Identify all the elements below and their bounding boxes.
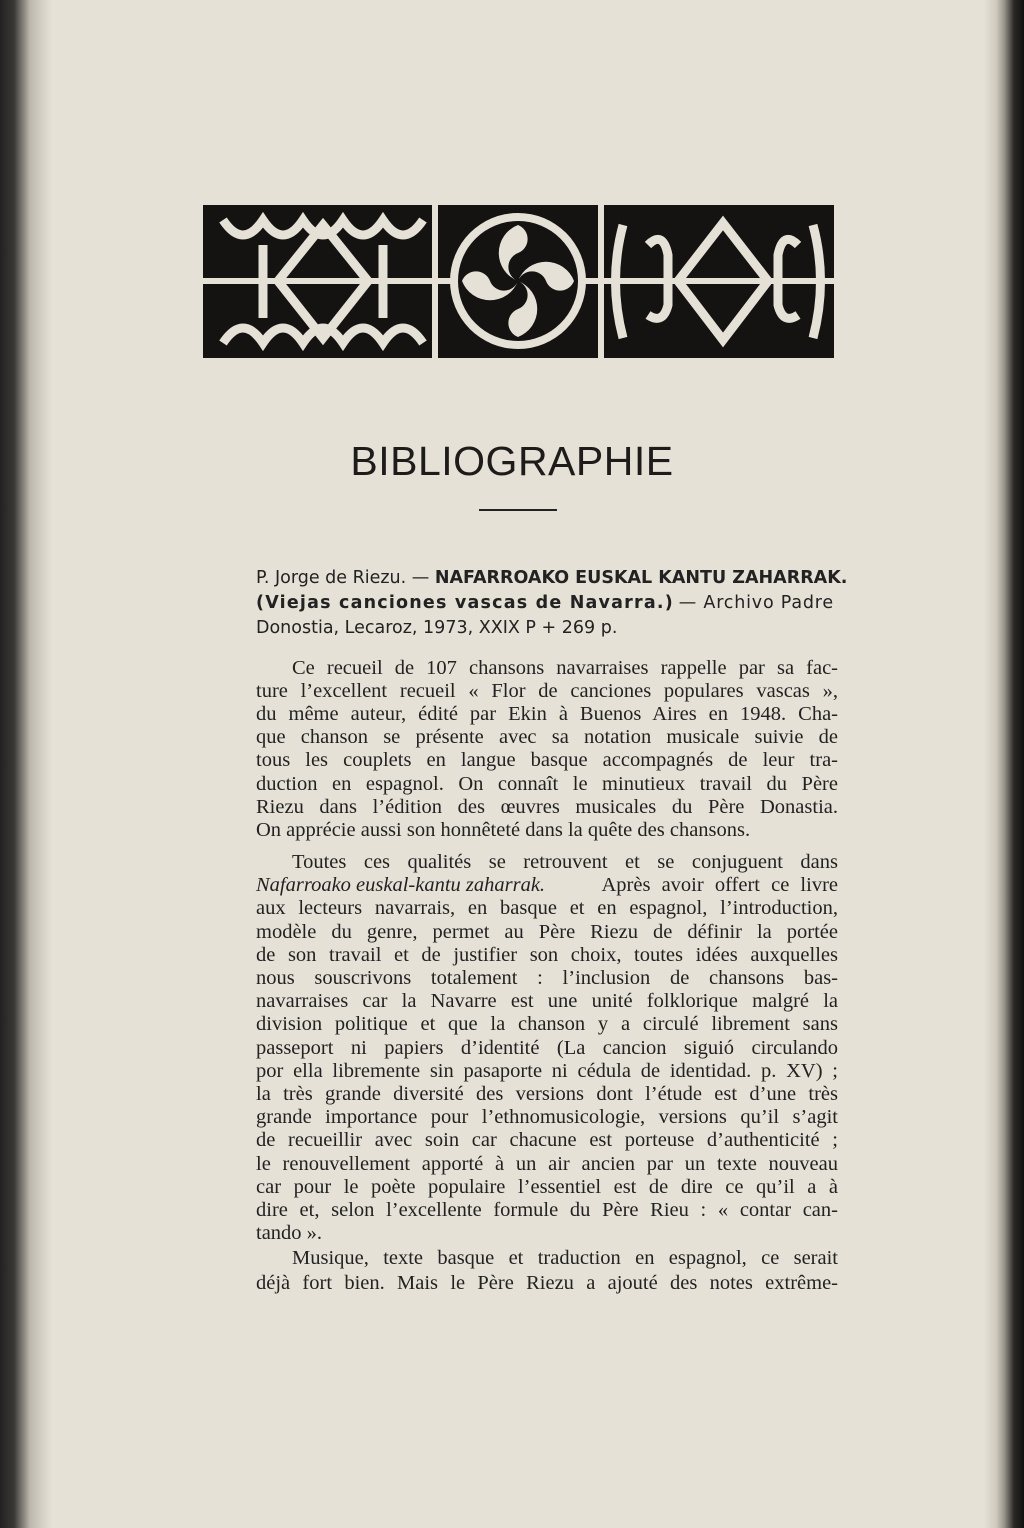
body-line-text: Après avoir offert ce livre — [601, 874, 838, 897]
body-line: Musique, texte basque et traduction en espagnol, ce serait — [292, 1247, 838, 1269]
left-page-spine — [0, 0, 52, 1528]
body-line: Riezu dans l’édition des œuvres musicales du Père Donastia. — [256, 795, 838, 818]
body-line: le renouvellement apporté à un air ancien par un texte nouveau — [256, 1152, 838, 1175]
citation-author: P. Jorge de Riezu. — — [256, 568, 430, 588]
body-line: modèle du genre, permet au Père Riezu de définir la portée — [256, 920, 838, 943]
italic-book-title: Nafarroako euskal-kantu zaharrak. — [256, 874, 546, 897]
body-line: division politique et que la chanson y a circulé librement sans — [256, 1013, 838, 1036]
citation-publisher: — Archivo Padre — [678, 593, 834, 613]
body-line: de son travail et de justifier son choix, toutes idées auxquelles — [256, 943, 838, 966]
title-divider — [479, 509, 557, 511]
body-line: Ce recueil de 107 chansons navarraises rappelle par sa fac- — [292, 657, 838, 679]
body-line: car pour le poète populaire l’essentiel est de dire ce qu’il a à — [256, 1175, 838, 1198]
body-line: déjà fort bien. Mais le Père Riezu a ajouté des notes extrême- — [256, 1272, 838, 1294]
citation-book-title: NAFARROAKO EUSKAL KANTU ZAHARRAK. — [434, 568, 848, 588]
body-line: nous souscrivons totalement : l’inclusion de chansons bas- — [256, 967, 838, 989]
body-line: ture l’excellent recueil « Flor de canciones populares vascas », — [256, 680, 838, 703]
body-line: duction en espagnol. On connaît le minutieux travail du Père — [256, 772, 838, 795]
citation-line-2 — [256, 593, 834, 613]
body-line: por ella libremente sin pasaporte ni cédula de identidad. p. XV) ; — [256, 1059, 838, 1082]
citation-line-3: Donostia, Lecaroz, 1973, XXIX P + 269 p. — [256, 618, 618, 638]
body-line: tous les couplets en langue basque accompagnés de leur tra- — [256, 749, 838, 772]
body-line: navarraises car la Navarre est une unité folklorique malgré la — [256, 990, 838, 1013]
body-line: aux lecteurs navarrais, en basque et en espagnol, l’introduction, — [256, 897, 838, 920]
body-line: On apprécie aussi son honnêteté dans la quête des chansons. — [256, 818, 751, 841]
right-page-edge — [984, 0, 1024, 1528]
basque-ornament-banner — [203, 205, 834, 358]
body-line: de recueillir avec soin car chacune est porteuse d’authenticité ; — [256, 1129, 838, 1152]
citation-subtitle: (Viejas canciones vascas de Navarra.) — [256, 593, 674, 613]
body-line: tando ». — [256, 1222, 323, 1245]
citation-line-1 — [256, 568, 847, 588]
body-line — [256, 874, 838, 897]
body-line: la très grande diversité des versions dont l’étude est d’une très — [256, 1083, 838, 1105]
body-line: grande importance pour l’ethnomusicologie, versions qu’il s’agit — [256, 1106, 838, 1129]
body-line: du même auteur, édité par Ekin à Buenos Aires en 1948. Cha- — [256, 703, 838, 726]
body-line: Toutes ces qualités se retrouvent et se conjuguent dans — [292, 851, 838, 873]
body-line: passeport ni papiers d’identité (La cancion siguió circulando — [256, 1036, 838, 1059]
page-title: BIBLIOGRAPHIE — [350, 438, 674, 484]
body-line: dire et, selon l’excellente formule du Père Rieu : « contar can- — [256, 1199, 838, 1221]
body-line: que chanson se présente avec sa notation musicale suivie de — [256, 726, 838, 749]
